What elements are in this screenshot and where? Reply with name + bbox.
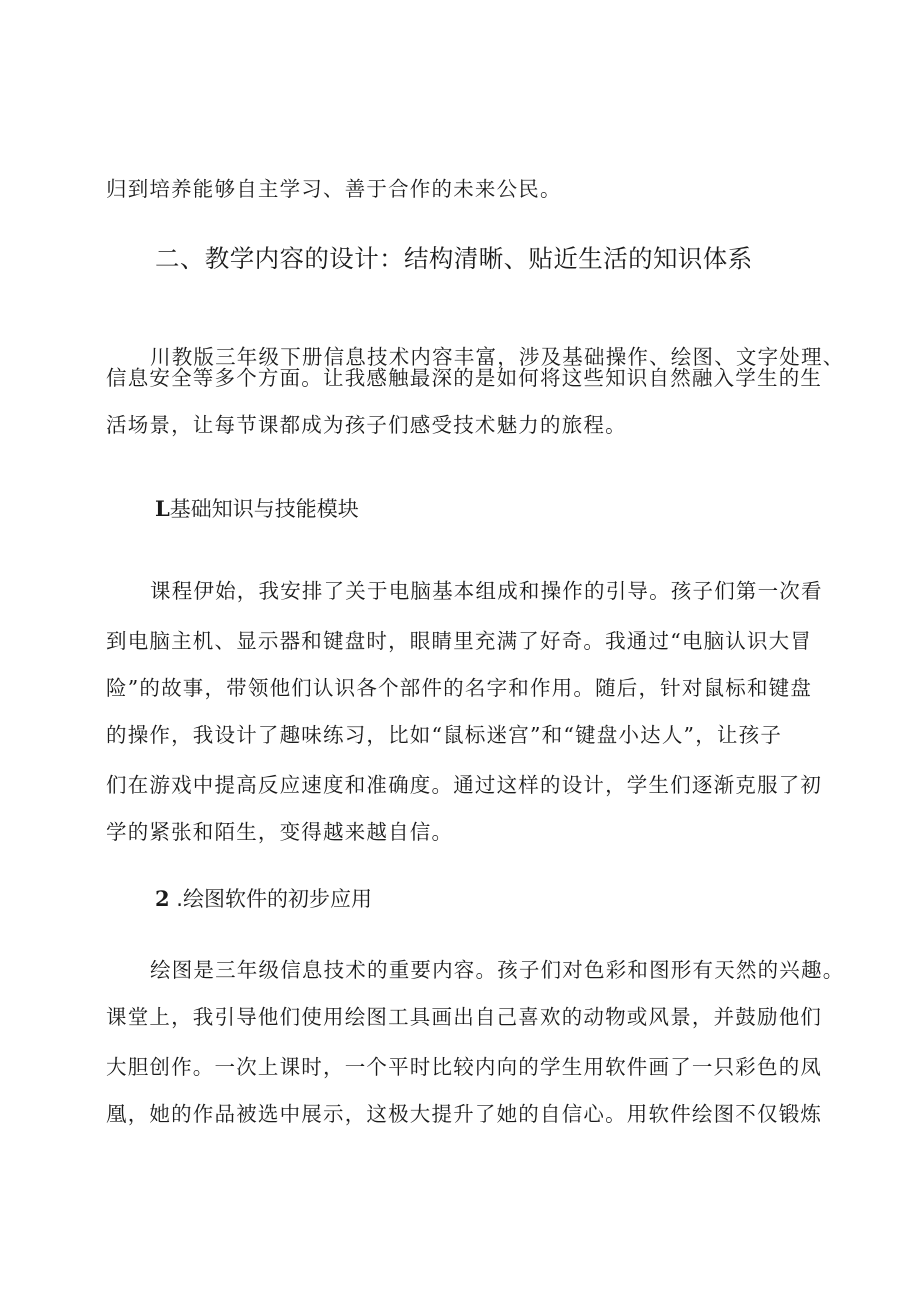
section-2-paragraph-line: 信息安全等多个方面。让我感触最深的是如何将这些知识自然融入学生的生 bbox=[106, 366, 823, 390]
subsection-2-paragraph-line: 凰，她的作品被选中展示，这极大提升了她的自信心。用软件绘图不仅锻炼 bbox=[106, 1102, 823, 1126]
subsection-1-paragraph-line: 险”的故事，带领他们认识各个部件的名字和作用。随后，针对鼠标和键盘 bbox=[106, 676, 813, 700]
subsection-2-paragraph-line: 课堂上，我引导他们使用绘图工具画出自己喜欢的动物或风景，并鼓励他们 bbox=[106, 1005, 823, 1029]
section-2-paragraph-line: 活场景，让每节课都成为孩子们感受技术魅力的旅程。 bbox=[106, 413, 627, 437]
intro-text-line: 归到培养能够自主学习、善于合作的未来公民。 bbox=[106, 177, 562, 201]
subsection-1-title: 基础知识与技能模块 bbox=[169, 497, 359, 521]
subsection-2-title: .绘图软件的初步应用 bbox=[169, 887, 372, 911]
section-2-heading: 二、教学内容的设计：结构清晰、贴近生活的知识体系 bbox=[155, 244, 753, 273]
subsection-1-paragraph-line: 学的紧张和陌生，变得越来越自信。 bbox=[106, 820, 454, 844]
subsection-1-number: L bbox=[155, 496, 170, 521]
subsection-1-paragraph-line: 们在游戏中提高反应速度和准确度。通过这样的设计，学生们逐渐克服了初 bbox=[106, 773, 823, 797]
subsection-1-paragraph-line: 的操作，我设计了趣味练习，比如“鼠标迷宫”和“键盘小达人”，让孩子 bbox=[106, 723, 783, 747]
subsection-2-heading bbox=[155, 886, 372, 912]
subsection-2-paragraph-line: 绘图是三年级信息技术的重要内容。孩子们对色彩和图形有天然的兴趣。 bbox=[150, 958, 845, 982]
subsection-2-paragraph-line: 大胆创作。一次上课时，一个平时比较内向的学生用软件画了一只彩色的凤 bbox=[106, 1055, 823, 1079]
subsection-1-paragraph-line: 到电脑主机、显示器和键盘时，眼睛里充满了好奇。我通过“电脑认识大冒 bbox=[106, 629, 813, 653]
subsection-1-heading bbox=[155, 496, 359, 522]
section-2-paragraph-line: 川教版三年级下册信息技术内容丰富，涉及基础操作、绘图、文字处理、 bbox=[150, 345, 845, 369]
subsection-2-number: 2 bbox=[155, 886, 170, 911]
subsection-1-paragraph-line: 课程伊始，我安排了关于电脑基本组成和操作的引导。孩子们第一次看 bbox=[150, 579, 823, 603]
